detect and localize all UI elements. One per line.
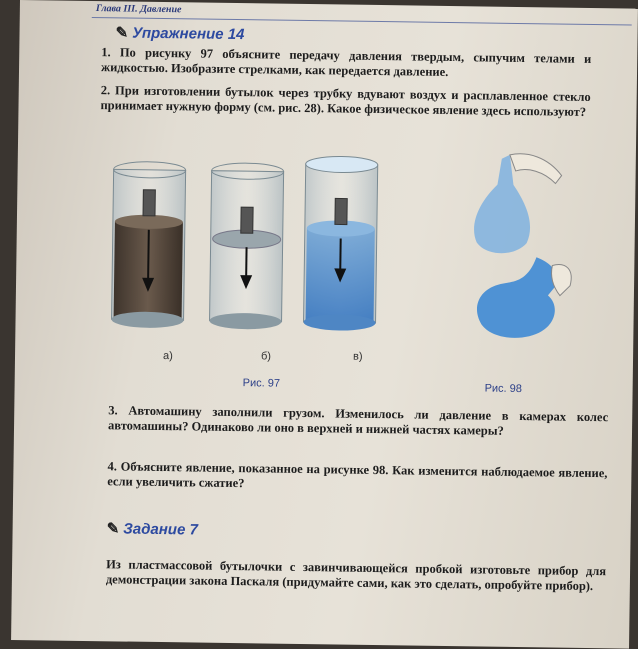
textbook-page	[11, 0, 638, 649]
figure-97-label-a: а)	[163, 350, 173, 362]
figure-97-label-c: в)	[353, 351, 363, 363]
question-4: 4. Объясните явление, показанное на рисунке 98. Как изменится наблюдаемое явление, если увеличить сжатие?	[107, 459, 607, 496]
figure-97-label-b: б)	[261, 350, 271, 362]
exercise-title	[115, 23, 244, 43]
task-title-text: Задание 7	[123, 520, 198, 538]
cylinder-liquid	[303, 156, 377, 331]
figure-97	[105, 149, 408, 373]
exercise-q2: 2. При изготовлении бутылок через трубку вдувают воздух и расплавленное стекло принимает нужную форму (см. рис. 28). Какое физическое явление здесь используют?	[100, 83, 590, 120]
exercise-q1: 1. По рисунку 97 объясните передачу давления твердым, сыпучим телами и жидкостью. Изобразите стрелками, как передается давление.	[101, 45, 591, 82]
question-3: 3. Автомашину заполнили грузом. Изменилось ли давление в камерах колес автомашины? Одинаково ли оно в верхней и нижней частях камеры?	[108, 403, 608, 440]
chapter-header: Глава III. Давление	[96, 3, 182, 15]
exercise-title-text: Упражнение 14	[132, 25, 245, 44]
bag-with-hand	[474, 153, 562, 254]
task-title	[107, 519, 198, 538]
figure-97-caption: Рис. 97	[243, 377, 281, 390]
figure-98	[455, 144, 608, 376]
figure-98-caption: Рис. 98	[485, 383, 523, 396]
task-text: Из пластмассовой бутылочки с завинчивающейся пробкой изготовьте прибор для демонстрации закона Паскаля (придумайте сами, как это сделать, опробуйте прибор).	[106, 557, 606, 594]
balloon-squeezed	[477, 256, 572, 338]
pen-icon: ✎	[107, 520, 120, 537]
cylinder-granular	[209, 163, 283, 330]
pen-icon: ✎	[115, 24, 128, 41]
cylinder-solid	[111, 161, 185, 328]
